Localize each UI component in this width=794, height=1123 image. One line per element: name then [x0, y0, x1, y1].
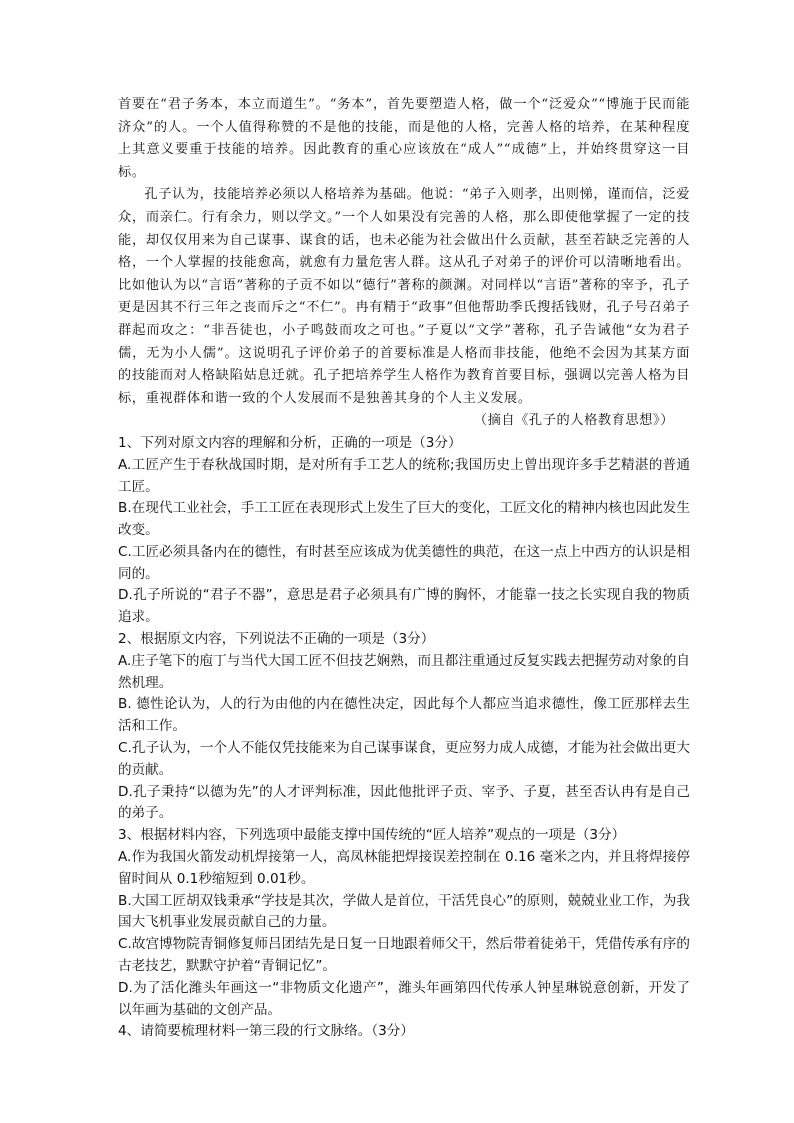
option-c: C.故宫博物院青铜修复师吕团结先是日复一日地跟着师父干，然后带着徒弟干，凭借传承有序的古老技艺，默默守护着“青铜记忆”。: [118, 936, 690, 975]
option-b: B.在现代工业社会，手工工匠在表现形式上发生了巨大的变化，工匠文化的精神内核也因此发生改变。: [118, 500, 690, 539]
question-title: 2、根据原文内容，下列说法不正确的一项是（3分）: [118, 631, 435, 648]
question-4: [118, 1021, 690, 1043]
option-c: C.孔子认为，一个人不能仅凭技能来为自己谋事谋食，更应努力成人成德，才能为社会做出更大的贡献。: [118, 740, 690, 778]
passage-paragraph-2: 孔子认为，技能培养必须以人格培养为基础。他说：“弟子入则孝，出则悌，谨而信，泛爱众，而亲仁。行有余力，则以学文。”一个人如果没有完善的人格，那么即使他掌握了一定的技能，却仅仅用来为自己谋事、谋食的话，也未必能为社会做出什么贡献，甚至若缺乏完善的人格，一个人掌握的技能愈高，就愈有力量危害人群。这从孔子对弟子的评价可以清晰地看出。比如他认为以“言语”著称的子贡不如以“德行”著称的颜渊。对同样以“言语”著称的宰予，孔子更是因其不行三年之丧而斥之“不仁”。冉有精于“政事”但他帮助季氏搜括钱财，孔子号召弟子群起而攻之：“非吾徒也，小子鸣鼓而攻之可也。”子夏以“文学”著称，孔子告诫他“女为君子儒，无为小人儒”。这说明孔子评价弟子的首要标准是人格而非技能，他绝不会因为其某方面的技能而对人格缺陷姑息迁就。孔子把培养学生人格作为教育首要目标，强调以完善人格为目标，重视群体和谐一致的个人发展而不是独善其身的个人主义发展。: [118, 187, 690, 406]
option-a: A.作为我国火箭发动机焊接第一人，高凤林能把焊接误差控制在 0.16 毫米之内，并且将焊接停留时间从 0.1秒缩短到 0.01秒。: [118, 849, 690, 887]
option-d: D.为了活化潍头年画这一“非物质文化遗产”，潍头年画第四代传承人钟星琳锐意创新，开发了以年画为基础的文创产品。: [118, 979, 690, 1018]
option-d: D.孔子秉持“以德为先”的人才评判标准，因此他批评子贡、宰予、子夏，甚至否认冉有是自己的弟子。: [118, 783, 690, 822]
passage-source: （摘自《孔子的人格教育思想》）: [473, 413, 674, 429]
question-title: 3、根据材料内容，下列选项中最能支撑中国传统的“匠人培养”观点的一项是（3分）: [118, 827, 626, 844]
option-c: C.工匠必须具备内在的德性，有时甚至应该成为优美德性的典范，在这一点上中西方的认识是相同的。: [118, 543, 690, 582]
option-a: A.工匠产生于春秋战国时期，是对所有手工艺人的统称;我国历史上曾出现许多手艺精湛的普通工匠。: [118, 456, 690, 495]
option-b: B.大国工匠胡双钱秉承“学技是其次，学做人是首位，干活凭良心”的原则，兢兢业业工作，为我国大飞机事业发展贡献自己的力量。: [118, 892, 690, 931]
passage-paragraph-1: 首要在“君子务本，本立而道生”。“务本”，首先要塑造人格，做一个“泛爱众”“博施于民而能济众”的人。一个人值得称赞的不是他的技能，而是他的人格，完善人格的培养，在某种程度上其意义要重于技能的培养。因此教育的重心应该放在“成人”“成德”上，并始终贯穿这一目标。: [118, 97, 690, 180]
exam-page: [118, 94, 690, 1043]
question-3: [118, 825, 690, 1021]
question-title: 4、请简要梳理材料一第三段的行文脉络。（3分）: [118, 1023, 414, 1040]
option-b: B. 德性论认为，人的行为由他的内在德性决定，因此每个人都应当追求德性，像工匠那样去生活和工作。: [118, 696, 690, 735]
question-2: [118, 629, 690, 825]
question-1: [118, 433, 690, 629]
question-title: 1、下列对原文内容的理解和分析，正确的一项是（3分）: [118, 434, 462, 451]
option-d: D.孔子所说的“君子不器”，意思是君子必须具有广博的胸怀，才能靠一技之长实现自我的物质追求。: [118, 587, 690, 626]
option-a: A.庄子笔下的庖丁与当代大国工匠不但技艺娴熟，而且都注重通过反复实践去把握劳动对象的自然机理。: [118, 652, 690, 691]
